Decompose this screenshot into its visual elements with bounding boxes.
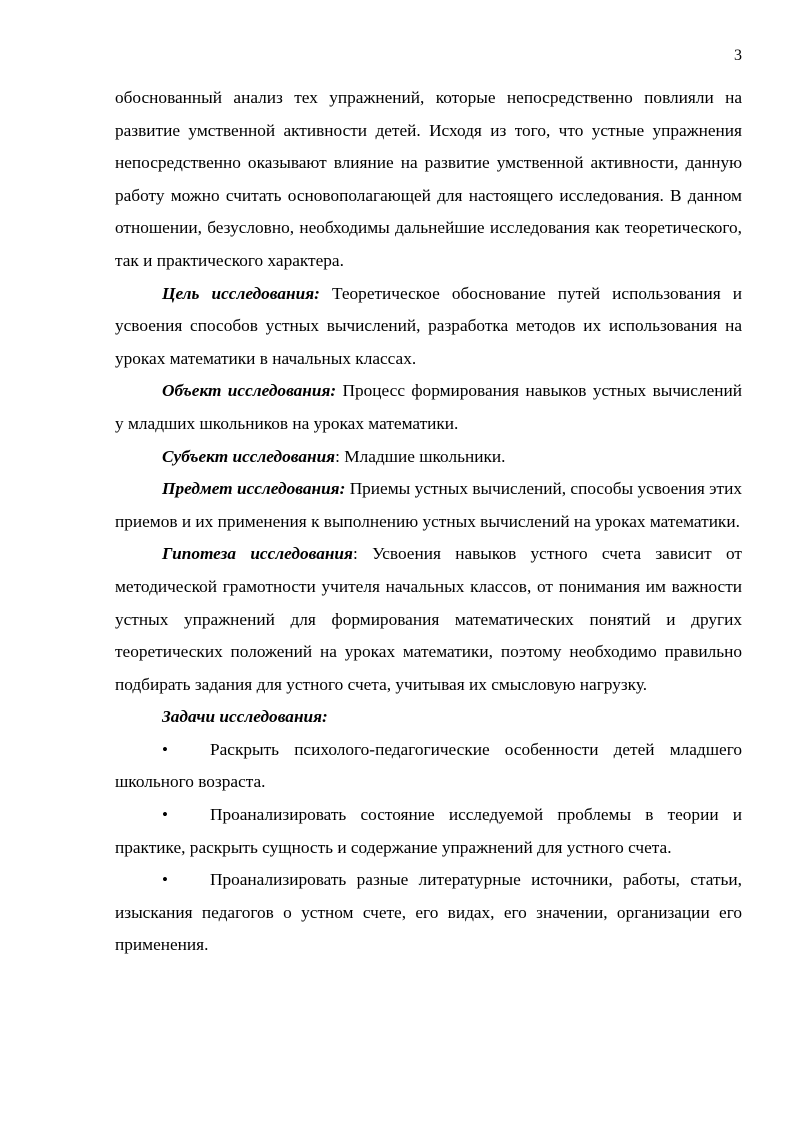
subject-term: Субъект исследования (162, 446, 336, 466)
task-text-3: Проанализировать разные литературные источники, работы, статьи, изыскания педагогов о устном счете, его видах, его значении, организации его применения. (115, 870, 742, 955)
list-item (115, 799, 742, 864)
subject-text: : Младшие школьники. (335, 446, 506, 466)
tasks-term: Задачи исследования: (162, 707, 328, 727)
hypothesis-text: : Усвоения навыков устного счета зависит от методической грамотности учителя начальных классов, от понимания им важности устных упражнений для формирования математических понятий и других теоретических положений на уроках математики, поэтому необходимо правильно подбирать задания для устного счета, учитывая их смысловую нагрузку. (115, 544, 742, 694)
subject-paragraph (115, 441, 742, 474)
bullet-icon: • (162, 870, 168, 890)
hypothesis-term: Гипотеза исследования (162, 544, 353, 564)
task-text-1: Раскрыть психолого-педагогические особенности детей младшего школьного возраста. (115, 739, 742, 792)
list-item (115, 734, 742, 799)
topic-paragraph (115, 473, 742, 538)
object-text: Процесс формирования навыков устных вычислений у младших школьников на уроках математики. (115, 381, 742, 433)
bullet-icon: • (162, 739, 168, 759)
topic-term: Предмет исследования: (162, 479, 346, 499)
hypothesis-paragraph (115, 538, 742, 701)
intro-paragraph: обоснованный анализ тех упражнений, которые непосредственно повлияли на развитие умственной активности детей. Исходя из того, что устные упражнения непосредственно оказывают влияние на развитие умственной активности, данную работу можно считать основополагающей для настоящего исследования. В данном отношении, безусловно, необходимы дальнейшие исследования как теоретического, так и практического характера. (115, 88, 742, 270)
page-number: 3 (734, 47, 742, 64)
list-item (115, 864, 742, 962)
document-body (115, 82, 742, 962)
object-paragraph (115, 375, 742, 440)
bullet-icon: • (162, 805, 168, 825)
object-term: Объект исследования: (162, 381, 337, 401)
tasks-heading (115, 701, 742, 734)
task-text-2: Проанализировать состояние исследуемой проблемы в теории и практике, раскрыть сущность и содержание упражнений для устного счета. (115, 805, 742, 857)
goal-paragraph (115, 278, 742, 376)
topic-text: Приемы устных вычислений, способы усвоения этих приемов и их применения к выполнению устных вычислений на уроках математики. (115, 479, 742, 531)
goal-term: Цель исследования: (162, 283, 320, 303)
goal-text: Теоретическое обоснование путей использования и усвоения способов устных вычислений, разработка методов их использования на уроках математики в начальных классах. (115, 283, 742, 368)
